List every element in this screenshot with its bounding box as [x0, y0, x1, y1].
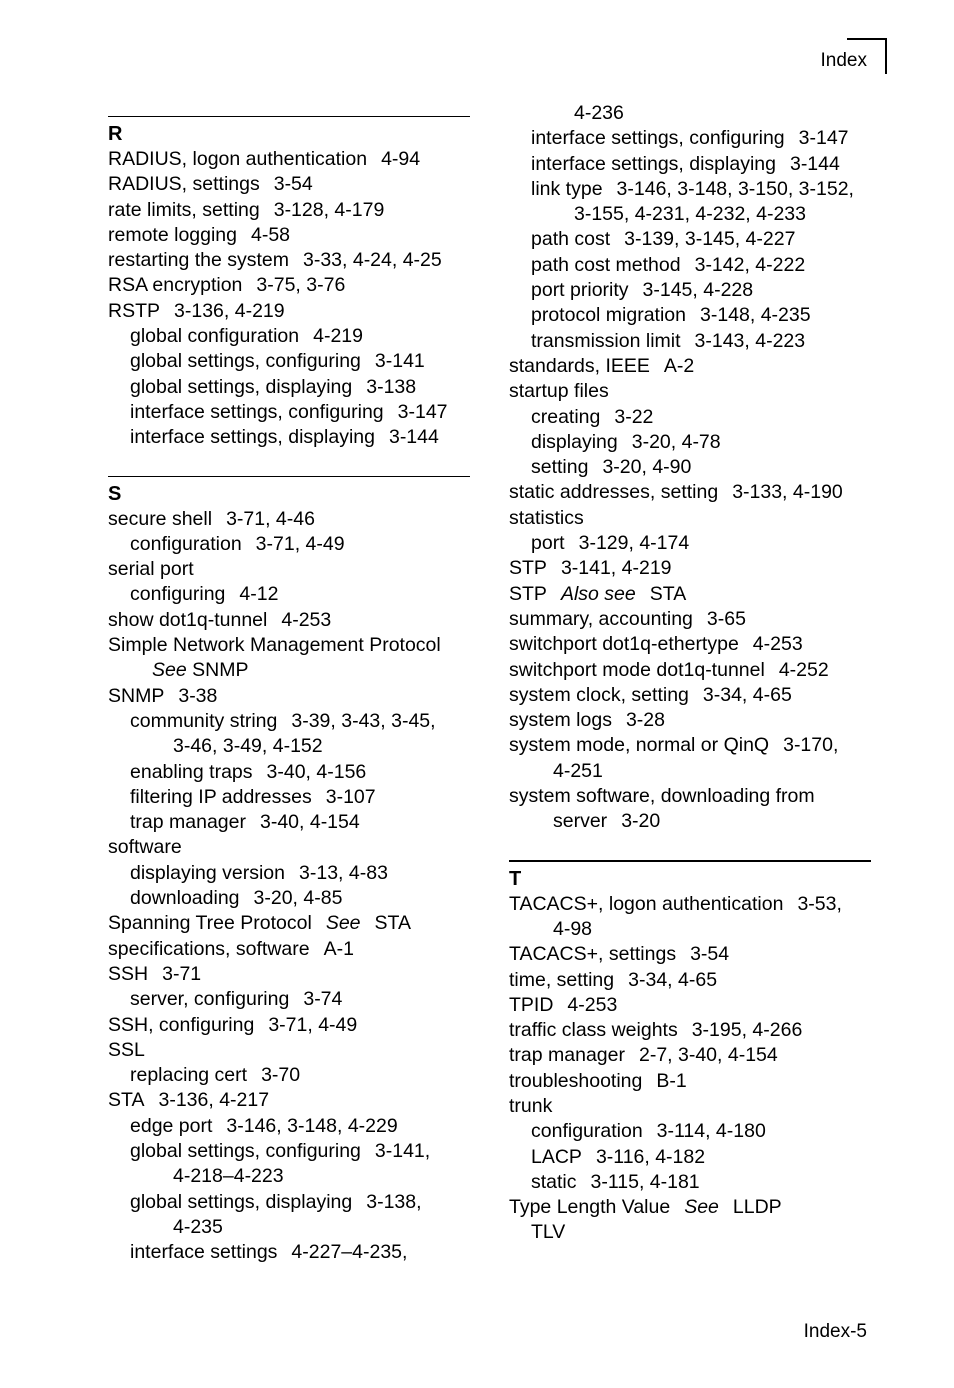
see-label: See [152, 659, 187, 682]
entry-term: switchport mode dot1q-tunnel [509, 658, 765, 681]
header-rule-vertical [885, 38, 887, 74]
entry-pages: 3-116, 4-182 [595, 1145, 706, 1168]
index-entry [108, 223, 470, 248]
index-subentry [108, 861, 470, 886]
index-entry [509, 1018, 871, 1043]
entry-pages: 3-129, 4-174 [578, 532, 690, 555]
index-subentry [108, 349, 470, 374]
entry-pages: 3-170, [783, 734, 839, 757]
entry-term: SSL [108, 1038, 145, 1061]
entry-pages: 3-40, 4-154 [259, 811, 360, 834]
entry-pages: 3-115, 4-181 [590, 1170, 700, 1193]
entry-pages: 3-39, 3-43, 3-45, [291, 709, 436, 732]
entry-pages: 3-114, 4-180 [656, 1120, 766, 1143]
index-entry [509, 733, 871, 758]
entry-pages: 4-253 [752, 633, 803, 656]
continuation-text: 4-251 [553, 759, 603, 782]
index-entry [509, 480, 871, 505]
entry-term: global settings, configuring [130, 350, 361, 373]
index-subentry [509, 531, 871, 556]
entry-term: interface settings, configuring [531, 127, 785, 150]
see-label: Also see [560, 582, 636, 605]
index-entry [108, 557, 470, 582]
entry-pages: 4-94 [381, 148, 421, 170]
index-entry [108, 937, 470, 962]
section-letter: R [108, 123, 123, 145]
see-label: See [684, 1196, 719, 1219]
entry-term: RSTP [108, 299, 161, 322]
entry-term: standards, IEEE [509, 354, 650, 377]
index-entry [509, 354, 871, 379]
continuation-text: server [553, 810, 608, 833]
entry-pages: 2-7, 3-40, 4-154 [638, 1044, 778, 1067]
section-gap [108, 451, 470, 476]
see-reference [108, 658, 470, 683]
index-subentry [108, 760, 470, 785]
entry-term: downloading [130, 887, 240, 910]
index-entry [108, 1038, 470, 1063]
index-entry [108, 1013, 470, 1038]
entry-term: configuring [130, 583, 226, 606]
entry-pages: 3-20, 4-78 [631, 430, 721, 453]
entry-term: community string [130, 709, 278, 732]
index-entry [509, 379, 871, 404]
entry-term: TPID [509, 993, 554, 1016]
entry-term: STP [509, 557, 547, 580]
index-subentry [509, 329, 871, 354]
entry-term: remote logging [108, 223, 237, 246]
entry-pages: 3-147 [397, 400, 448, 423]
index-subentry [108, 324, 470, 349]
entry-term: edge port [130, 1114, 213, 1137]
entry-term: specifications, software [108, 937, 310, 960]
index-entry [108, 299, 470, 324]
entry-term: replacing cert [130, 1064, 248, 1087]
entry-pages: 3-71, 4-46 [226, 507, 315, 530]
entry-pages: 3-34, 4-65 [628, 968, 718, 991]
index-subentry [108, 400, 470, 425]
entry-term: protocol migration [531, 304, 686, 327]
entry-continuation [509, 101, 871, 126]
entry-term: trap manager [509, 1044, 625, 1067]
entry-term: global settings, displaying [130, 1190, 353, 1213]
index-subentry [509, 1119, 871, 1144]
index-entry [509, 892, 871, 917]
continuation-text: 4-235 [173, 1215, 223, 1238]
entry-term: TACACS+, settings [509, 943, 677, 966]
entry-term: configuration [531, 1120, 643, 1143]
continuation-text: 3-155, 4-231, 4-232, 4-233 [574, 203, 807, 226]
index-subentry [509, 303, 871, 328]
index-subentry [509, 455, 871, 480]
index-entry-see [509, 582, 871, 607]
section-letter: T [509, 867, 522, 890]
entry-pages: 3-138, [366, 1190, 422, 1213]
index-entry [509, 556, 871, 581]
entry-continuation [509, 759, 871, 784]
index-entry [509, 993, 871, 1018]
index-subentry [509, 253, 871, 278]
index-subentry [108, 375, 470, 400]
entry-continuation [108, 1164, 470, 1189]
index-entry [509, 942, 871, 967]
index-entry [108, 633, 470, 658]
entry-term: global settings, displaying [130, 375, 353, 398]
entry-term: server, configuring [130, 988, 290, 1011]
entry-term: displaying version [130, 861, 286, 884]
index-subentry [108, 709, 470, 734]
entry-term: path cost [531, 228, 611, 251]
entry-term: time, setting [509, 968, 615, 991]
entry-pages: 3-22 [614, 405, 654, 428]
entry-pages: 3-144 [388, 426, 439, 449]
index-entry-see [108, 911, 470, 936]
index-subentry [108, 532, 470, 557]
entry-pages: 3-144 [789, 152, 840, 175]
entry-pages: 3-71, 4-49 [255, 532, 345, 555]
entry-term: SSH [108, 962, 149, 985]
entry-term: traffic class weights [509, 1019, 678, 1042]
entry-pages: 4-252 [778, 658, 829, 681]
index-entry [509, 1069, 871, 1094]
entry-term: system clock, setting [509, 683, 689, 706]
entry-term: rate limits, setting [108, 198, 260, 221]
entry-term: switchport dot1q-ethertype [509, 633, 739, 656]
entry-pages: 3-20, 4-85 [253, 887, 343, 910]
entry-pages: 3-141, 4-219 [560, 557, 672, 580]
entry-term: restarting the system [108, 249, 289, 272]
entry-term: static addresses, setting [509, 481, 719, 504]
index-entry [108, 1088, 470, 1113]
entry-pages: 3-40, 4-156 [266, 760, 367, 783]
index-subentry [108, 425, 470, 450]
entry-pages: 3-142, 4-222 [694, 253, 806, 276]
entry-pages: 4-58 [251, 223, 291, 246]
entry-term: STA [108, 1089, 145, 1112]
index-subentry [509, 227, 871, 252]
index-subentry [108, 1139, 470, 1164]
entry-pages: 3-38 [178, 684, 218, 707]
entry-term: filtering IP addresses [130, 785, 312, 808]
entry-term: software [108, 836, 182, 859]
index-subentry [108, 1114, 470, 1139]
entry-term: trunk [509, 1094, 553, 1117]
entry-pages: 4-227–4-235, [291, 1241, 408, 1264]
entry-term: serial port [108, 558, 194, 581]
index-subentry [509, 126, 871, 151]
entry-term: secure shell [108, 507, 213, 530]
index-entry-see [509, 1195, 871, 1220]
entry-pages: 3-74 [303, 988, 343, 1011]
index-entry [108, 684, 470, 709]
see-label: See [325, 912, 361, 935]
index-entry [108, 147, 470, 172]
index-entry [108, 507, 470, 532]
entry-term: troubleshooting [509, 1069, 643, 1092]
index-entry [108, 273, 470, 298]
entry-term: static [531, 1170, 577, 1193]
entry-term: RADIUS, settings [108, 173, 260, 196]
entry-term: port [531, 532, 565, 555]
entry-pages: 3-20, 4-90 [602, 456, 692, 479]
index-subentry [108, 582, 470, 607]
entry-term: Simple Network Management Protocol [108, 634, 441, 657]
index-entry [108, 962, 470, 987]
entry-pages: 3-146, 3-148, 3-150, 3-152, [616, 177, 854, 200]
index-subentry [108, 1240, 470, 1265]
entry-pages: 3-71 [162, 962, 202, 985]
running-header: Index [820, 50, 867, 71]
entry-continuation [509, 809, 871, 834]
index-subentry [509, 278, 871, 303]
continuation-text: 4-98 [553, 917, 593, 940]
entry-continuation [108, 1215, 470, 1240]
index-subentry [509, 1170, 871, 1195]
entry-pages: 3-139, 3-145, 4-227 [624, 228, 796, 251]
entry-continuation [509, 202, 871, 227]
index-entry [509, 658, 871, 683]
index-column-left [108, 116, 470, 1265]
index-entry [509, 607, 871, 632]
index-entry [509, 1094, 871, 1119]
index-subentry [509, 152, 871, 177]
index-subentry [509, 1220, 871, 1245]
entry-pages: 3-33, 4-24, 4-25 [302, 249, 442, 272]
entry-term: system software, downloading from [509, 785, 815, 808]
entry-pages: A-1 [323, 937, 354, 960]
entry-term: path cost method [531, 253, 681, 276]
index-subentry [108, 1063, 470, 1088]
index-subentry [509, 1145, 871, 1170]
entry-term: LACP [531, 1145, 582, 1168]
entry-continuation [108, 734, 470, 759]
entry-pages: 3-54 [273, 173, 313, 196]
entry-term: trap manager [130, 811, 246, 834]
entry-term: SNMP [108, 684, 165, 707]
section-letter: S [108, 482, 122, 505]
page-number: Index-5 [803, 1321, 867, 1342]
entry-term: RSA encryption [108, 274, 243, 297]
see-target: STA [649, 582, 687, 605]
index-subentry [108, 886, 470, 911]
entry-term: interface settings, displaying [130, 426, 375, 449]
entry-pages: 3-136, 4-219 [174, 299, 285, 322]
entry-term: enabling traps [130, 760, 253, 783]
entry-term: global configuration [130, 325, 300, 348]
entry-term: transmission limit [531, 329, 681, 352]
index-entry [108, 248, 470, 273]
entry-pages: 3-71, 4-49 [268, 1013, 358, 1036]
index-entry [108, 172, 470, 197]
entry-term: displaying [531, 430, 618, 453]
entry-pages: 4-253 [281, 608, 332, 631]
entry-term: interface settings, displaying [531, 152, 776, 175]
entry-term: show dot1q-tunnel [108, 608, 268, 631]
index-entry [108, 198, 470, 223]
see-target: LLDP [732, 1196, 782, 1219]
header-rule [847, 38, 887, 40]
see-target: SNMP [192, 659, 249, 682]
index-entry [509, 1043, 871, 1068]
index-subentry [509, 177, 871, 202]
entry-term: STP [509, 582, 547, 605]
see-target: STA [374, 912, 411, 935]
entry-term: system logs [509, 709, 612, 732]
entry-term: system mode, normal or QinQ [509, 734, 770, 757]
index-entry [509, 632, 871, 657]
index-entry [108, 608, 470, 633]
entry-term: Spanning Tree Protocol [108, 912, 312, 935]
entry-pages: 3-145, 4-228 [642, 279, 754, 302]
entry-term: creating [531, 405, 601, 428]
entry-pages: B-1 [656, 1069, 687, 1092]
entry-pages: 3-53, [797, 892, 842, 915]
entry-pages: 4-219 [313, 325, 363, 348]
entry-term: SSH, configuring [108, 1013, 255, 1036]
index-subentry [509, 405, 871, 430]
entry-pages: 3-136, 4-217 [158, 1089, 270, 1112]
index-column-right [509, 101, 871, 1246]
entry-term: interface settings [130, 1241, 278, 1264]
index-subentry [108, 1190, 470, 1215]
entry-pages: 3-28 [625, 709, 665, 732]
continuation-text: 4-218–4-223 [173, 1165, 284, 1188]
entry-term: global settings, configuring [130, 1139, 361, 1162]
entry-pages: 3-147 [798, 127, 849, 150]
continuation-text: 3-46, 3-49, 4-152 [173, 735, 323, 758]
index-entry [509, 968, 871, 993]
entry-term: Type Length Value [509, 1196, 671, 1219]
entry-pages: 3-133, 4-190 [732, 481, 843, 504]
entry-pages: 3-13, 4-83 [299, 861, 388, 884]
entry-pages: 3-65 [706, 607, 746, 630]
entry-pages: 3-54 [690, 943, 730, 966]
entry-pages: 3-195, 4-266 [691, 1019, 803, 1042]
entry-pages: 4-253 [567, 993, 618, 1016]
entry-continuation [509, 917, 871, 942]
entry-term: setting [531, 456, 589, 479]
entry-term: statistics [509, 506, 584, 529]
index-subentry [108, 785, 470, 810]
index-entry [108, 835, 470, 860]
index-entry [509, 708, 871, 733]
entry-term: port priority [531, 279, 629, 302]
entry-pages: A-2 [663, 354, 695, 377]
entry-pages: 3-75, 3-76 [256, 274, 346, 297]
entry-pages: 3-34, 4-65 [702, 683, 792, 706]
index-entry [509, 506, 871, 531]
entry-pages: 3-20 [621, 810, 661, 833]
index-subentry [108, 987, 470, 1012]
entry-pages: 4-12 [239, 583, 279, 606]
section-gap [509, 835, 871, 860]
entry-term: RADIUS, logon authentication [108, 148, 368, 170]
continuation-text: 4-236 [574, 102, 624, 124]
entry-pages: 3-70 [261, 1064, 301, 1087]
entry-pages: 3-148, 4-235 [700, 304, 811, 327]
entry-pages: 3-141, [374, 1139, 431, 1162]
entry-pages: 3-143, 4-223 [694, 329, 806, 352]
entry-term: TACACS+, logon authentication [509, 892, 784, 915]
entry-pages: 3-141 [374, 350, 425, 373]
entry-term: interface settings, configuring [130, 400, 384, 423]
index-subentry [509, 430, 871, 455]
index-subentry [108, 810, 470, 835]
entry-term: link type [531, 177, 603, 200]
entry-pages: 3-138 [366, 375, 417, 398]
entry-pages: 3-107 [325, 785, 376, 808]
entry-term: configuration [130, 532, 242, 555]
entry-term: summary, accounting [509, 607, 693, 630]
entry-pages: 3-146, 3-148, 4-229 [226, 1114, 398, 1137]
entry-term: startup files [509, 380, 609, 403]
index-entry [509, 683, 871, 708]
entry-pages: 3-128, 4-179 [273, 198, 385, 221]
entry-term: TLV [531, 1221, 566, 1244]
index-entry [509, 784, 871, 809]
